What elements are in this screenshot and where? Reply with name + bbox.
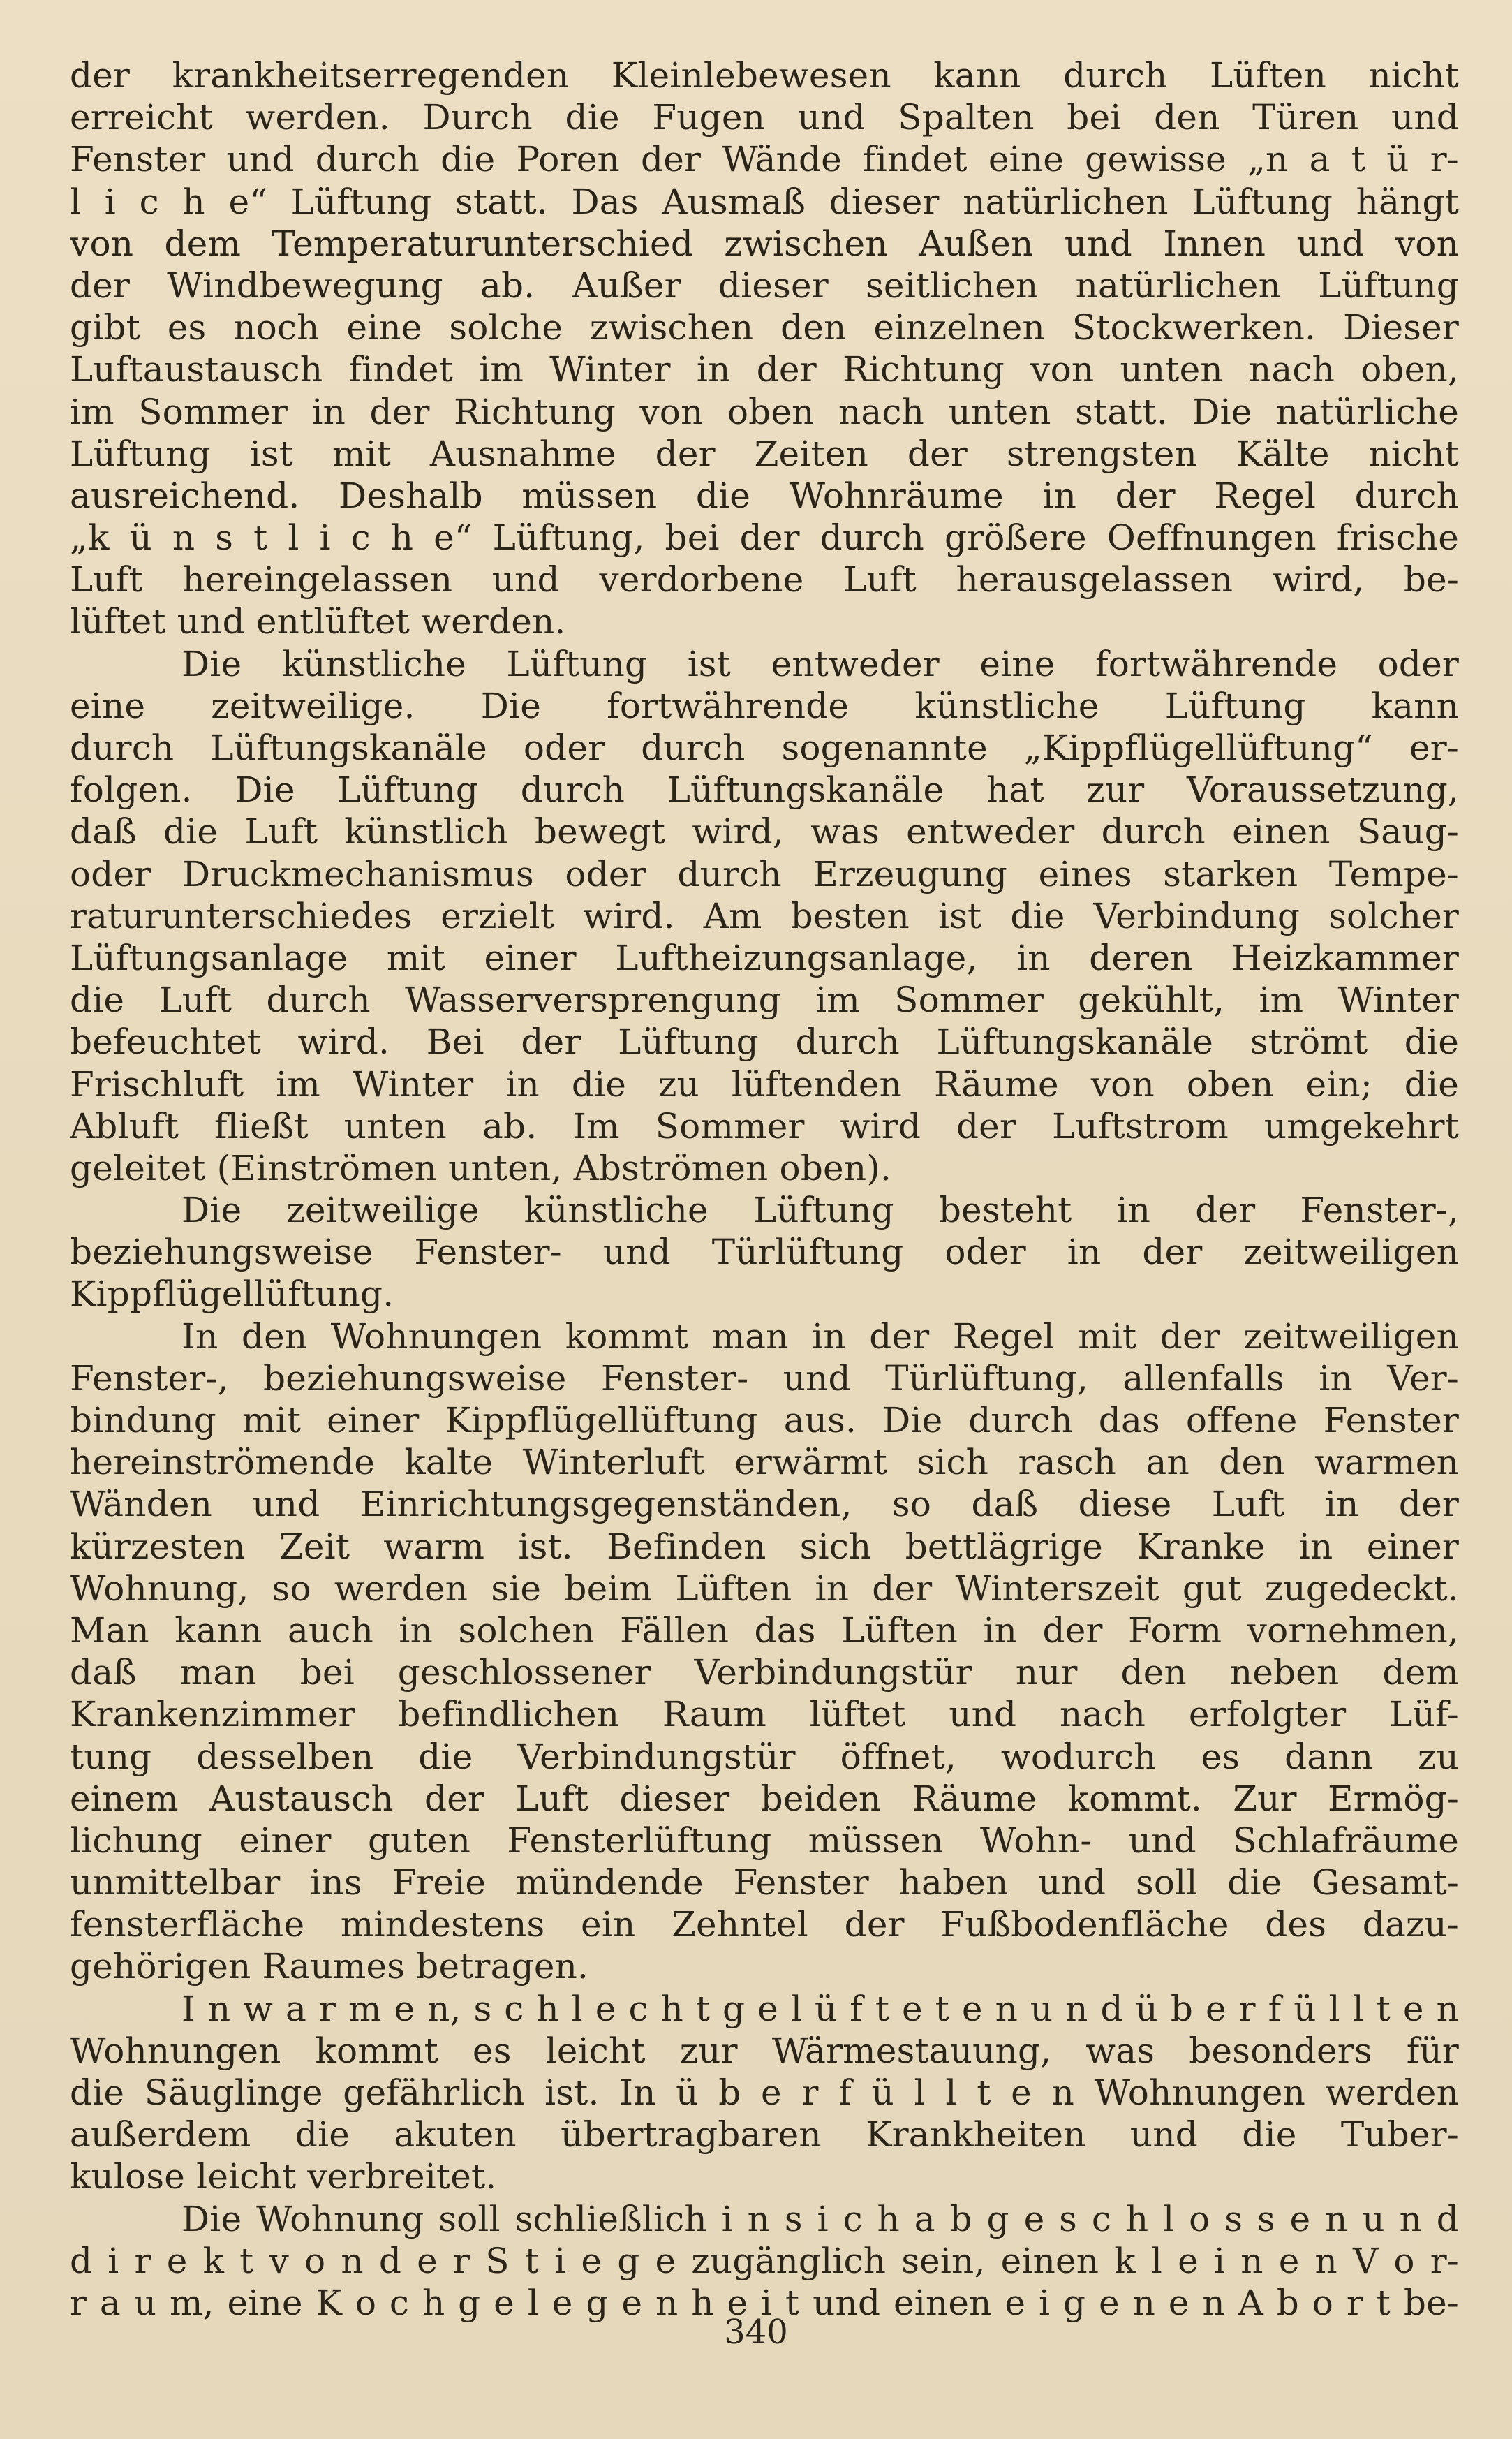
text-line: fensterfläche mindestens ein Zehntel der Fußbodenfläche des dazu- bbox=[70, 1904, 1459, 1945]
text-line: erreicht werden. Durch die Fugen und Spalten bei den Türen und bbox=[70, 97, 1459, 138]
text-line: von dem Temperaturunterschied zwischen Außen und Innen und von bbox=[70, 223, 1459, 264]
text-line: Lüftungsanlage mit einer Luftheizungsanlage, in deren Heizkammer bbox=[70, 937, 1459, 978]
text-line: In den Wohnungen kommt man in der Regel mit der zeitweiligen bbox=[181, 1316, 1459, 1357]
text-line: Abluft fließt unten ab. Im Sommer wird der Luftstrom umgekehrt bbox=[70, 1105, 1459, 1147]
text-line: Fenster und durch die Poren der Wände findet eine gewisse „n a t ü r- bbox=[70, 139, 1459, 180]
text-line: I n w a r m e n, s c h l e c h t g e l ü f t e t e n u n d ü b e r f ü l l t e n bbox=[181, 1988, 1459, 2029]
text-line: Krankenzimmer befindlichen Raum lüftet und nach erfolgter Lüf- bbox=[70, 1694, 1459, 1735]
text-line: r a u m, eine K o c h g e l e g e n h e i t und einen e i g e n e n A b o r t be- bbox=[70, 2282, 1459, 2323]
text-line: einem Austausch der Luft dieser beiden Räume kommt. Zur Ermög- bbox=[70, 1778, 1459, 1819]
text-line: die Luft durch Wasserversprengung im Sommer gekühlt, im Winter bbox=[70, 980, 1459, 1021]
text-line: daß man bei geschlossener Verbindungstür nur den neben dem bbox=[70, 1652, 1459, 1693]
text-line: geleitet (Einströmen unten, Abströmen oben). bbox=[70, 1147, 892, 1188]
text-line: Kippflügellüftung. bbox=[70, 1274, 394, 1315]
text-line: „k ü n s t l i c h e“ Lüftung, bei der durch größere Oeffnungen frische bbox=[70, 517, 1459, 559]
text-line: kürzesten Zeit warm ist. Befinden sich bettlägrige Kranke in einer bbox=[70, 1526, 1459, 1567]
text-line: Luft hereingelassen und verdorbene Luft herausgelassen wird, be- bbox=[70, 559, 1459, 600]
text-line: l i c h e“ Lüftung statt. Das Ausmaß dieser natürlichen Lüftung hängt bbox=[70, 181, 1459, 222]
text-line: kulose leicht verbreitet. bbox=[70, 2156, 497, 2197]
text-line: Die zeitweilige künstliche Lüftung besteht in der Fenster-, bbox=[181, 1190, 1459, 1231]
text-line: durch Lüftungskanäle oder durch sogenannte „Kippflügellüftung“ er- bbox=[70, 728, 1459, 768]
text-line: tung desselben die Verbindungstür öffnet, wodurch es dann zu bbox=[70, 1736, 1459, 1777]
text-line: befeuchtet wird. Bei der Lüftung durch Lüftungskanäle strömt die bbox=[70, 1022, 1459, 1063]
text-line: bindung mit einer Kippflügellüftung aus. Die durch das offene Fenster bbox=[70, 1400, 1459, 1440]
text-line: Die Wohnung soll schließlich i n s i c h a b g e s c h l o s s e n u n d bbox=[181, 2198, 1459, 2239]
text-line: oder Druckmechanismus oder durch Erzeugung eines starken Tempe- bbox=[70, 853, 1459, 894]
body-text bbox=[70, 54, 1459, 2324]
text-line: im Sommer in der Richtung von oben nach unten statt. Die natürliche bbox=[70, 391, 1459, 432]
text-line: ausreichend. Deshalb müssen die Wohnräume in der Regel durch bbox=[70, 475, 1459, 516]
text-line: Die künstliche Lüftung ist entweder eine fortwährende oder bbox=[181, 643, 1459, 684]
text-line: Luftaustausch findet im Winter in der Richtung von unten nach oben, bbox=[70, 349, 1459, 390]
text-line: folgen. Die Lüftung durch Lüftungskanäle hat zur Voraussetzung, bbox=[70, 769, 1459, 811]
text-line: gehörigen Raumes betragen. bbox=[70, 1946, 589, 1987]
text-line: d i r e k t v o n d e r S t i e g e zugänglich sein, einen k l e i n e n V o r- bbox=[70, 2240, 1459, 2281]
text-line: Fenster-, beziehungsweise Fenster- und Türlüftung, allenfalls in Ver- bbox=[70, 1357, 1459, 1399]
text-line: Wohnung, so werden sie beim Lüften in der Winterszeit gut zugedeckt. bbox=[70, 1568, 1459, 1609]
text-line: Man kann auch in solchen Fällen das Lüften in der Form vornehmen, bbox=[70, 1609, 1459, 1651]
text-line: die Säuglinge gefährlich ist. In ü b e r f ü l l t e n Wohnungen werden bbox=[70, 2072, 1459, 2113]
text-line: Lüftung ist mit Ausnahme der Zeiten der strengsten Kälte nicht bbox=[70, 433, 1459, 474]
page-number: 340 bbox=[724, 2313, 788, 2352]
text-line: der Windbewegung ab. Außer dieser seitlichen natürlichen Lüftung bbox=[70, 265, 1459, 306]
text-line: unmittelbar ins Freie mündende Fenster haben und soll die Gesamt- bbox=[70, 1862, 1459, 1903]
text-line: außerdem die akuten übertragbaren Krankheiten und die Tuber- bbox=[70, 2114, 1459, 2156]
text-line: gibt es noch eine solche zwischen den einzelnen Stockwerken. Dieser bbox=[70, 307, 1459, 348]
text-line: raturunterschiedes erzielt wird. Am besten ist die Verbindung solcher bbox=[70, 895, 1459, 936]
text-line: daß die Luft künstlich bewegt wird, was entweder durch einen Saug- bbox=[70, 811, 1459, 853]
text-line: hereinströmende kalte Winterluft erwärmt sich rasch an den warmen bbox=[70, 1442, 1459, 1483]
text-line: beziehungsweise Fenster- und Türlüftung oder in der zeitweiligen bbox=[70, 1232, 1459, 1273]
text-line: eine zeitweilige. Die fortwährende künstliche Lüftung kann bbox=[70, 685, 1459, 726]
text-line: lüftet und entlüftet werden. bbox=[70, 601, 566, 642]
text-line: Wänden und Einrichtungsgegenständen, so daß diese Luft in der bbox=[70, 1484, 1459, 1525]
text-line: Frischluft im Winter in die zu lüftenden Räume von oben ein; die bbox=[70, 1063, 1459, 1105]
text-line: lichung einer guten Fensterlüftung müssen Wohn- und Schlafräume bbox=[70, 1820, 1459, 1861]
text-line: Wohnungen kommt es leicht zur Wärmestauung, was besonders für bbox=[70, 2030, 1459, 2071]
text-line: der krankheitserregenden Kleinlebewesen kann durch Lüften nicht bbox=[70, 55, 1459, 96]
